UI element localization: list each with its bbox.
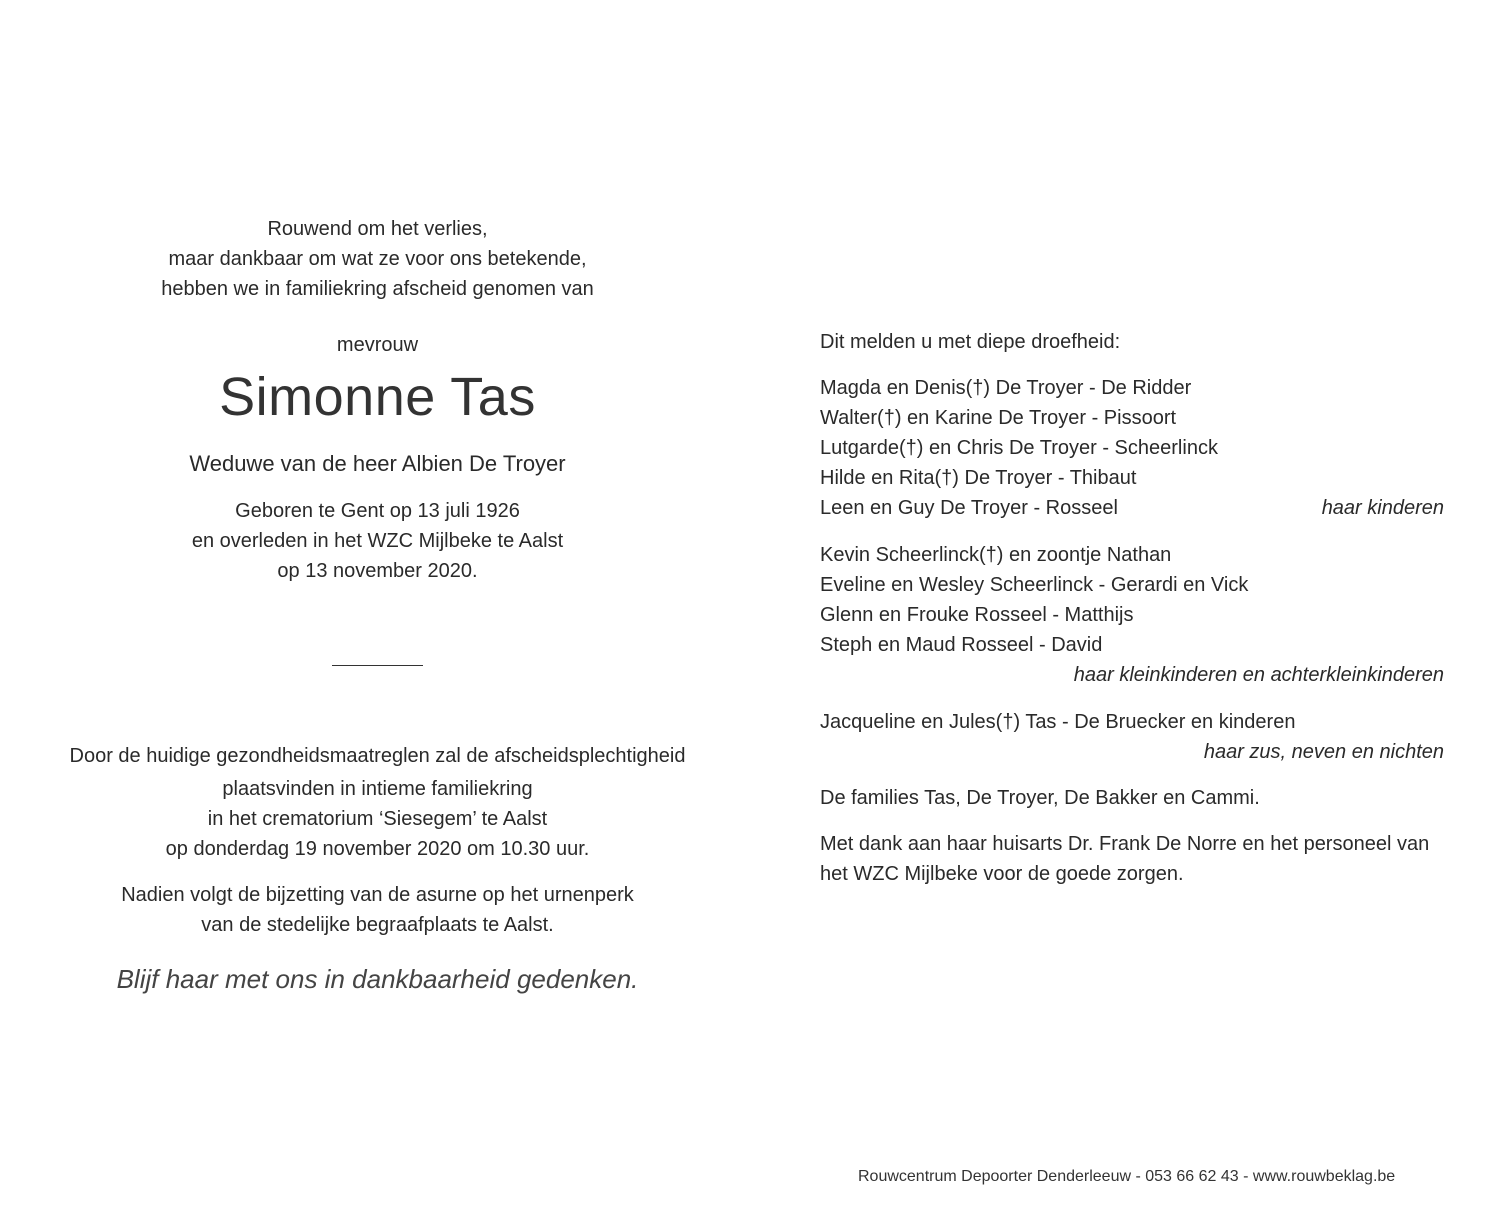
family-member: Magda en Denis(†) De Troyer - De Ridder bbox=[820, 377, 1192, 399]
ceremony-line: in het crematorium ‘Siesegem’ te Aalst bbox=[207, 808, 548, 830]
death-date-line: op 13 november 2020. bbox=[277, 560, 478, 582]
family-member: Kevin Scheerlinck(†) en zoontje Nathan bbox=[820, 544, 1172, 566]
burial-line: van de stedelijke begraafplaats te Aalst. bbox=[201, 914, 554, 936]
ceremony-line: Door de huidige gezondheidsmaatreglen zal de afscheidsplechtigheid bbox=[69, 745, 686, 767]
intro-line: maar dankbaar om wat ze voor ons betekende, bbox=[168, 248, 587, 270]
honorific: mevrouw bbox=[336, 334, 419, 356]
family-member: Hilde en Rita(†) De Troyer - Thibaut bbox=[820, 467, 1137, 489]
intro-line: Rouwend om het verlies, bbox=[267, 218, 488, 240]
deceased-name: Simonne Tas bbox=[219, 367, 536, 427]
burial-line: Nadien volgt de bijzetting van de asurne op het urnenperk bbox=[121, 884, 634, 906]
family-member: Steph en Maud Rosseel - David bbox=[820, 634, 1103, 656]
thanks-line: het WZC Mijlbeke voor de goede zorgen. bbox=[820, 863, 1184, 885]
grandchildren-role: haar kleinkinderen en achterkleinkinderen bbox=[1073, 664, 1444, 686]
divider bbox=[332, 665, 423, 666]
family-member: Eveline en Wesley Scheerlinck - Gerardi en Vick bbox=[820, 574, 1249, 596]
children-role: haar kinderen bbox=[1321, 497, 1444, 519]
announcement: Dit melden u met diepe droefheid: bbox=[820, 331, 1121, 353]
family-member: Lutgarde(†) en Chris De Troyer - Scheerlinck bbox=[820, 437, 1218, 459]
sister-role: haar zus, neven en nichten bbox=[1203, 741, 1444, 763]
family-member: Jacqueline en Jules(†) Tas - De Bruecker en kinderen bbox=[820, 711, 1296, 733]
funeral-home-footer: Rouwcentrum Depoorter Denderleeuw - 053 66 62 43 - www.rouwbeklag.be bbox=[858, 1168, 1396, 1185]
family-member: Glenn en Frouke Rosseel - Matthijs bbox=[820, 604, 1134, 626]
birth-line: Geboren te Gent op 13 juli 1926 bbox=[235, 500, 520, 522]
thanks-line: Met dank aan haar huisarts Dr. Frank De Norre en het personeel van bbox=[820, 833, 1430, 855]
ceremony-line: plaatsvinden in intieme familiekring bbox=[222, 778, 533, 800]
family-member: Walter(†) en Karine De Troyer - Pissoort bbox=[820, 407, 1177, 429]
family-member: Leen en Guy De Troyer - Rosseel bbox=[820, 497, 1118, 519]
families-line: De families Tas, De Troyer, De Bakker en Cammi. bbox=[820, 787, 1260, 809]
death-line: en overleden in het WZC Mijlbeke te Aalst bbox=[191, 530, 564, 552]
widow-line: Weduwe van de heer Albien De Troyer bbox=[189, 451, 566, 476]
ceremony-line: op donderdag 19 november 2020 om 10.30 uur. bbox=[165, 838, 590, 860]
closing-quote: Blijf haar met ons in dankbaarheid gedenken. bbox=[116, 964, 639, 994]
intro-line: hebben we in familiekring afscheid genomen van bbox=[161, 278, 594, 300]
